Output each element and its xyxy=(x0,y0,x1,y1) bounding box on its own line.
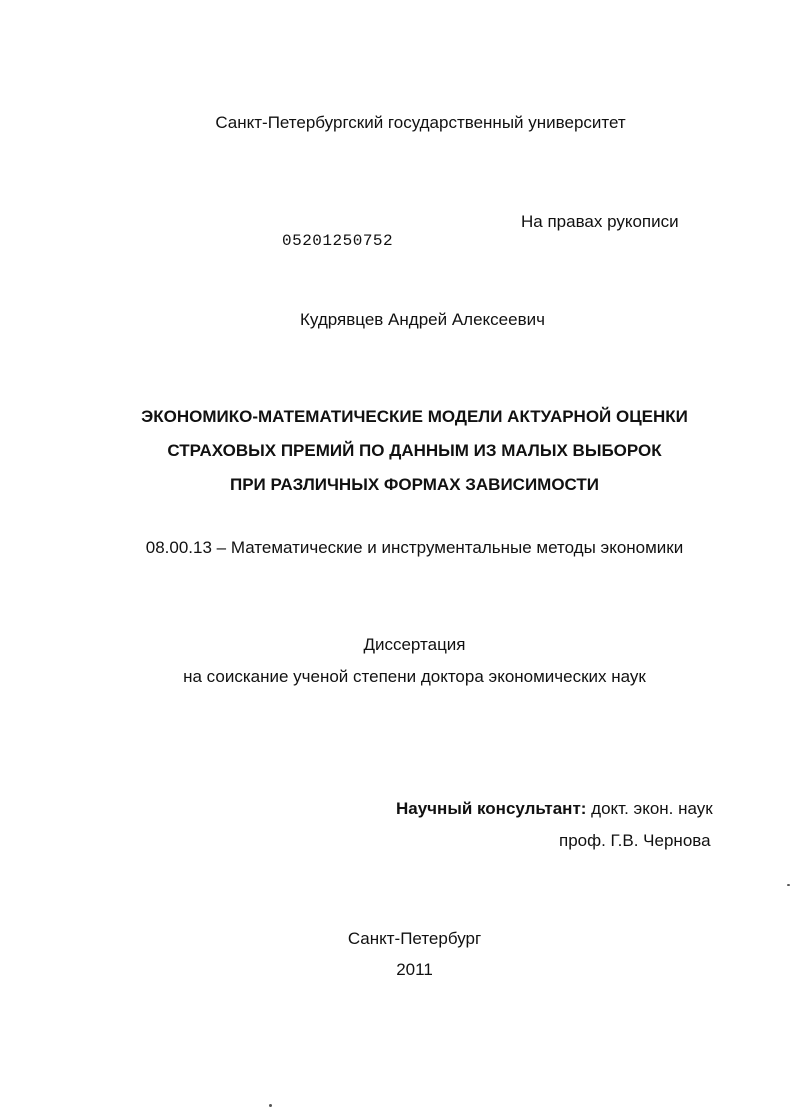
consultant-degree: докт. экон. наук xyxy=(591,799,713,818)
title-line-1: ЭКОНОМИКО-МАТЕМАТИЧЕСКИЕ МОДЕЛИ АКТУАРНОЙ ОЦЕНКИ xyxy=(141,407,688,426)
city: Санкт-Петербург xyxy=(347,929,482,948)
consultant-line xyxy=(396,799,713,819)
title-line-3: ПРИ РАЗЛИЧНЫХ ФОРМАХ ЗАВИСИМОСТИ xyxy=(229,475,600,494)
degree-statement: на соискание ученой степени доктора экономических наук xyxy=(183,667,646,686)
document-type: Диссертация xyxy=(363,635,466,654)
scan-speck xyxy=(787,884,790,886)
university-name: Санкт-Петербургский государственный университет xyxy=(215,113,626,132)
author-name: Кудрявцев Андрей Алексеевич xyxy=(300,310,545,329)
consultant-name: проф. Г.В. Чернова xyxy=(559,831,711,850)
manuscript-note: На правах рукописи xyxy=(521,212,679,231)
specialty-code: 08.00.13 – Математические и инструментальные методы экономики xyxy=(145,538,684,557)
consultant-label: Научный консультант: xyxy=(396,799,587,818)
title-line-2: СТРАХОВЫХ ПРЕМИЙ ПО ДАННЫМ ИЗ МАЛЫХ ВЫБОРОК xyxy=(167,441,662,460)
year: 2011 xyxy=(396,960,433,979)
scan-speck xyxy=(269,1104,272,1107)
registration-number: 05201250752 xyxy=(282,232,394,250)
